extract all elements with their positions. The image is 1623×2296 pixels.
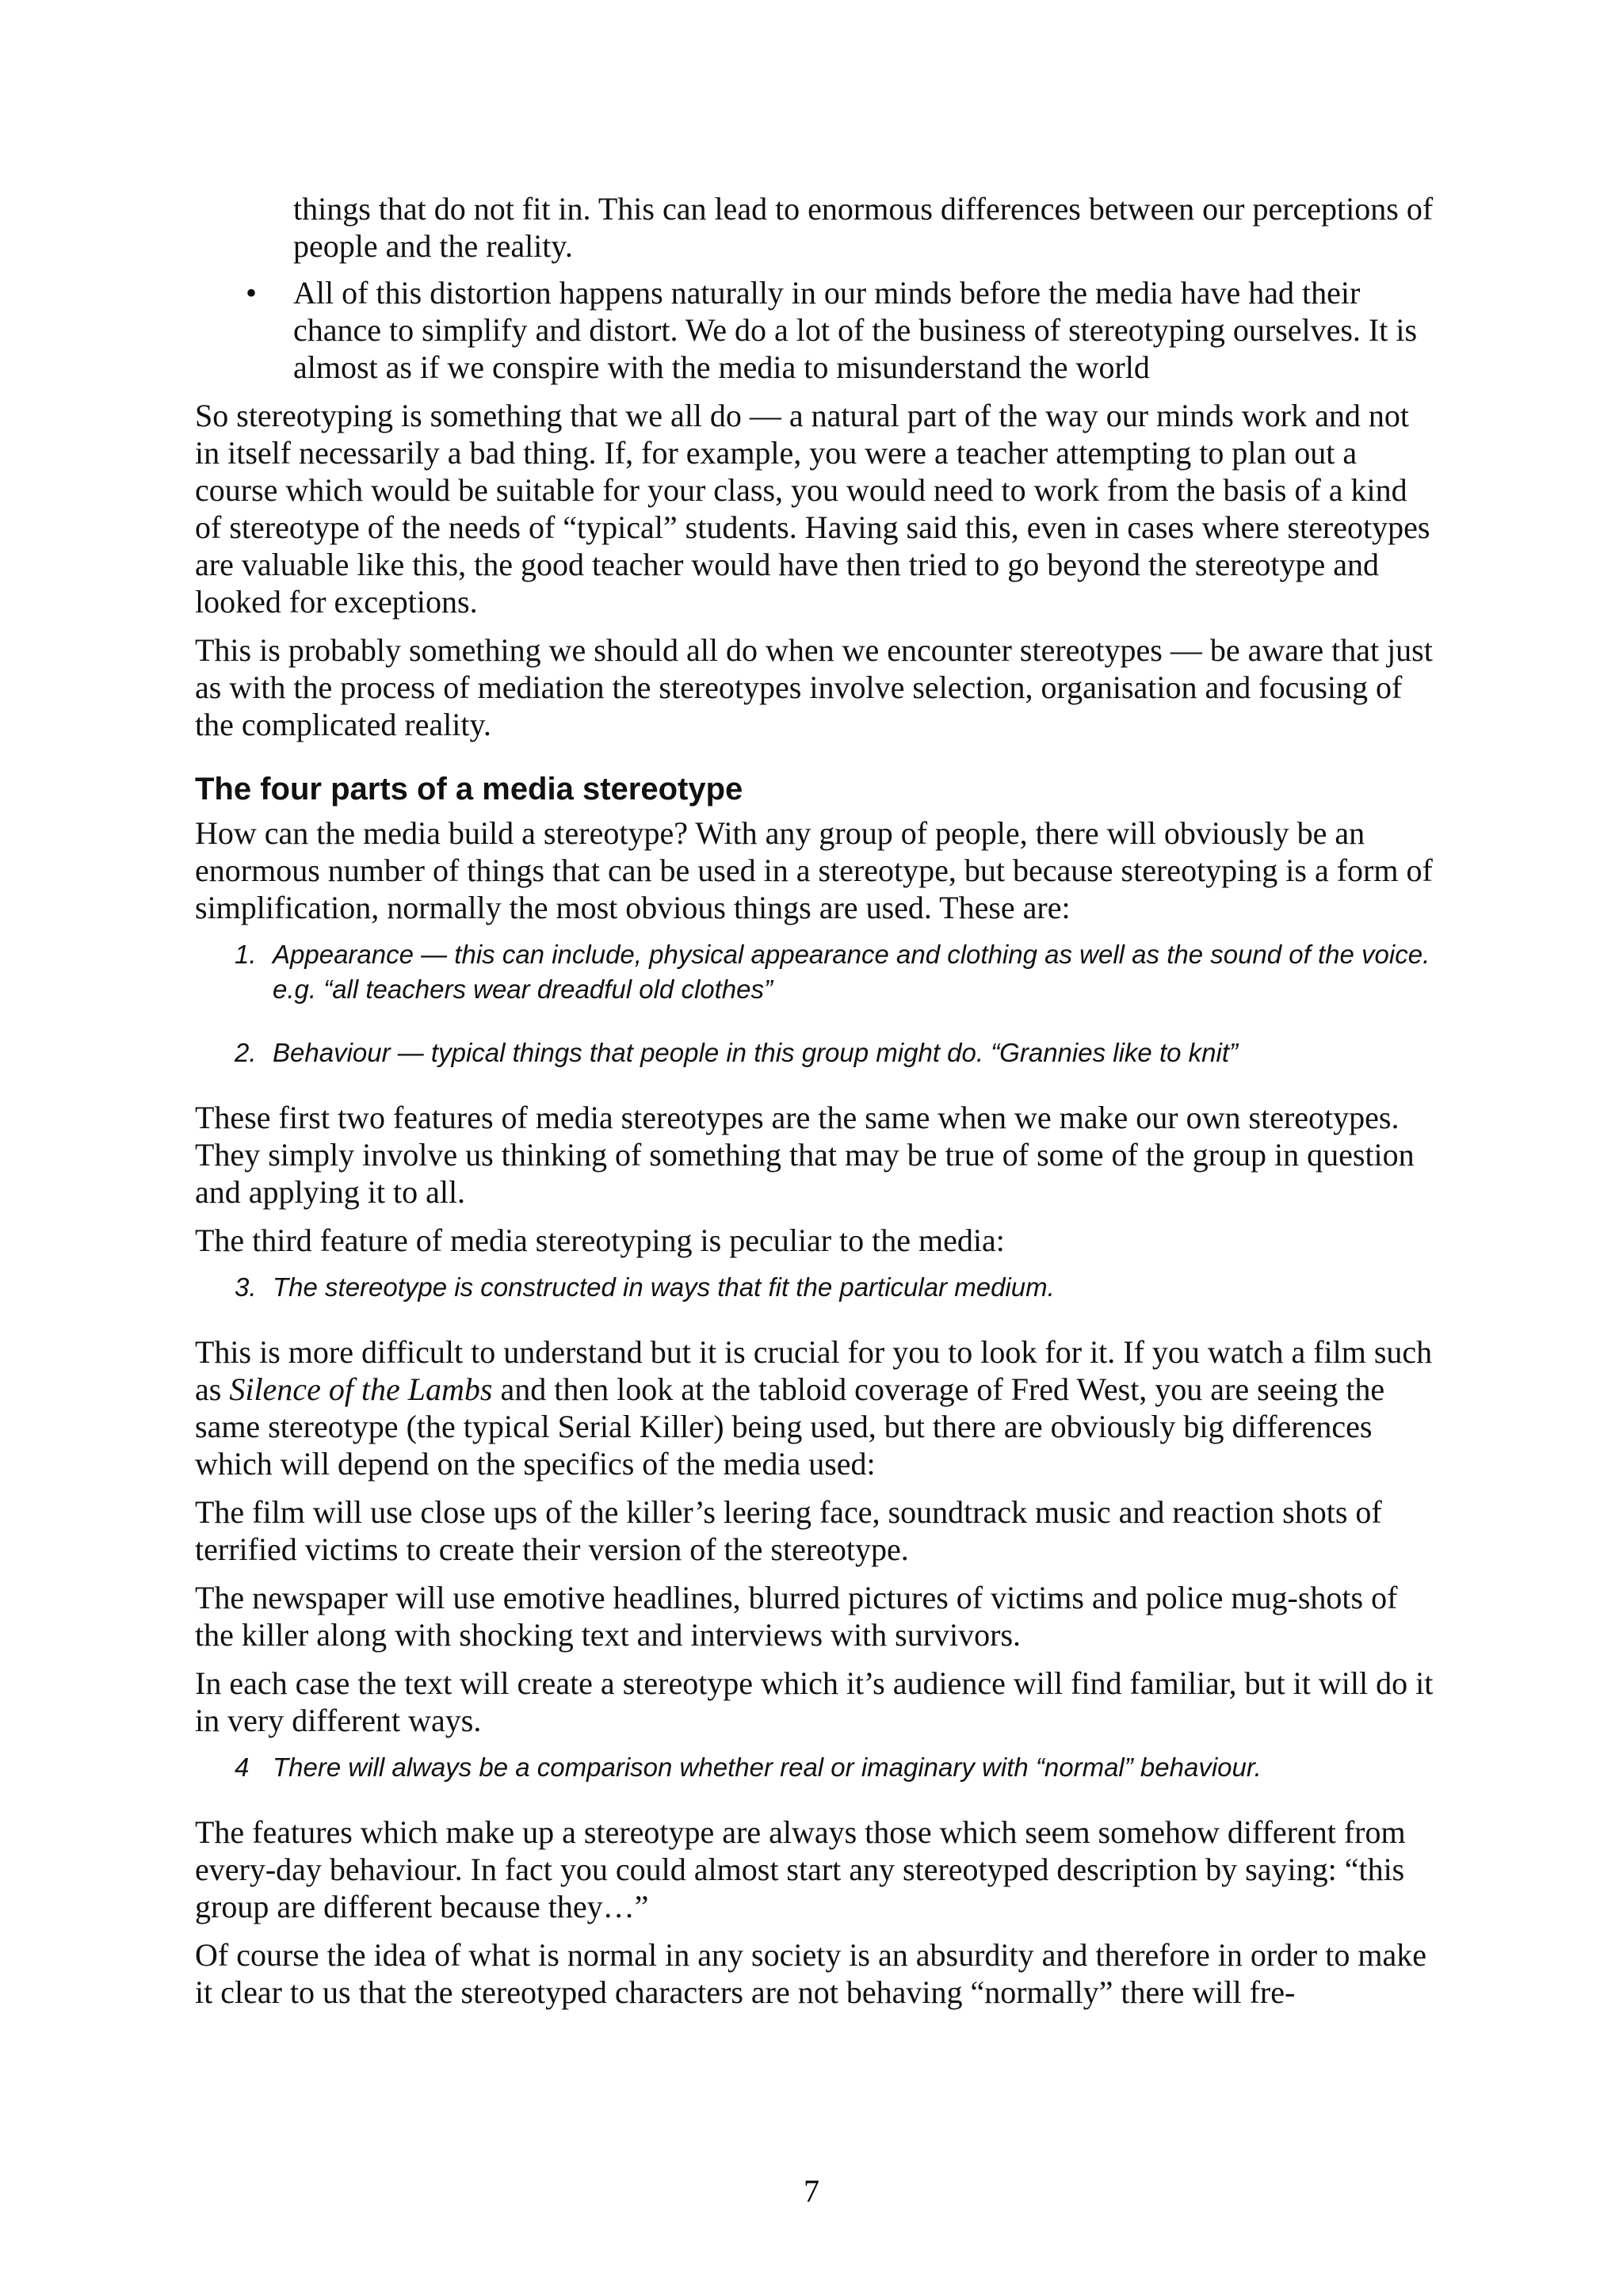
bullet-text: All of this distortion happens naturally in our minds before the media have had their chance to simplify and distort. We do a lot of the business of stereotyping ourselves. It is almost as if we conspire with the media to misunderstand the world [293,275,1418,385]
paragraph-features-different: The features which make up a stereotype are always those which seem somehow different from every-day behaviour. In fact you could almost start any stereotyped description by saying: “this group are different because they…” [195,1814,1406,1924]
list-number: 1. [235,940,257,969]
list-item-medium [235,1270,1436,1305]
paragraph-be-aware: This is probably something we should all do when we encounter stereotypes — be aware that just as with the process of mediation the stereotypes involve selection, organisation and focusing of the complicated reality. [195,632,1433,742]
section-heading: The four parts of a media stereotype [195,772,743,807]
list-item-appearance [235,937,1436,1007]
list-item-text: Appearance — this can include, physical appearance and clothing as well as the sound of the voice. e.g. “all teachers wear dreadful old clothes” [273,940,1430,1004]
film-paragraph-text-end: and then look at the tabloid coverage of Fred West, you are seeing the same stereotype (the typical Serial Killer) being used, but there are obviously big differences which will depend on the specifics of the media used: [195,1371,1385,1482]
paragraph-stereotyping-natural: So stereotyping is something that we all do — a natural part of the way our minds work and not in itself necessarily a bad thing. If, for example, you were a teacher attempting to plan out a course which would be suitable for your class, you would need to work from the basis of a kind of stereotype of the needs of “typical” students. Having said this, even in cases where stereotypes are valuable like this, the good teacher would have then tried to go beyond the stereotype and looked for exceptions. [195,398,1430,620]
list-item-comparison [235,1750,1436,1785]
list-number: 2. [235,1038,257,1067]
film-paragraph-text-start: This is more difficult to understand but it is crucial for you to look for it. If you watch a film such as [195,1334,1433,1407]
film-title: Silence of the Lambs [229,1371,493,1407]
paragraph-first-two-features: These first two features of media stereotypes are the same when we make our own stereotypes. They simply involve us thinking of something that may be true of some of the group in question and applying it to all. [195,1100,1415,1210]
paragraph-film-example [195,1333,1436,1482]
list-number: 3. [235,1272,257,1302]
paragraph-newspaper-techniques: The newspaper will use emotive headlines, blurred pictures of victims and police mug-shots of the killer along with shocking text and interviews with survivors. [195,1580,1398,1653]
continued-bullet-text: things that do not fit in. This can lead to enormous differences between our perceptions of people and the reality. [293,191,1434,264]
list-item-behaviour [235,1035,1436,1070]
list-item-text: There will always be a comparison whether real or imaginary with “normal” behaviour. [273,1753,1262,1782]
page-number: 7 [804,2173,819,2209]
bullet-marker: • [246,275,258,311]
paragraph-third-feature: The third feature of media stereotyping is peculiar to the media: [195,1222,1005,1258]
list-number: 4 [235,1753,250,1782]
list-item-text: The stereotype is constructed in ways that fit the particular medium. [273,1272,1055,1302]
paragraph-each-case: In each case the text will create a stereotype which it’s audience will find familiar, but it will do it in very different ways. [195,1665,1434,1738]
list-item-text: Behaviour — typical things that people in this group might do. “Grannies like to knit” [273,1038,1238,1067]
paragraph-section-intro: How can the media build a stereotype? With any group of people, there will obviously be an enormous number of things that can be used in a stereotype, but because stereotyping is a form of simplification, normally the most obvious things are used. These are: [195,815,1433,925]
paragraph-film-techniques: The film will use close ups of the killer’s leering face, soundtrack music and reaction shots of terrified victims to create their version of the stereotype. [195,1494,1382,1567]
bullet-item [246,274,1436,386]
paragraph-normal-absurdity: Of course the idea of what is normal in any society is an absurdity and therefore in order to make it clear to us that the stereotyped characters are not behaving “normally” there will fre- [195,1937,1426,2010]
